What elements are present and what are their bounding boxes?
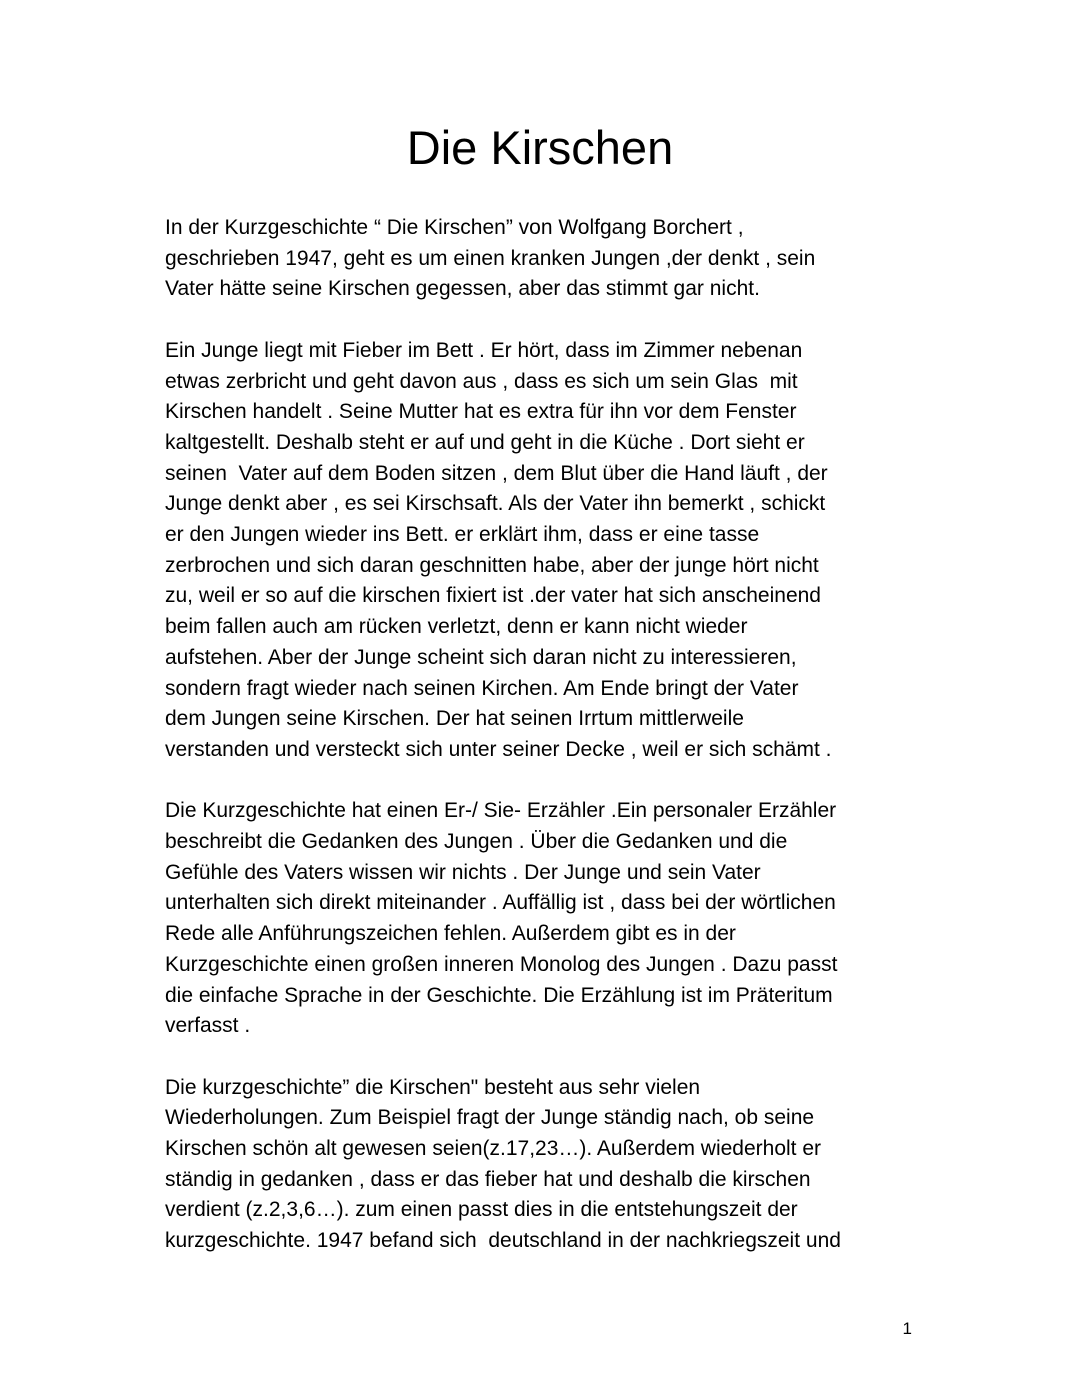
text-line: Kurzgeschichte einen großen inneren Monolog des Jungen . Dazu passt xyxy=(165,952,838,976)
text-line: Die kurzgeschichte” die Kirschen" besteht aus sehr vielen xyxy=(165,1075,701,1099)
text-line: etwas zerbricht und geht davon aus , dass es sich um sein Glas mit xyxy=(165,369,798,393)
text-line: verdient (z.2,3,6…). zum einen passt dies in die entstehungszeit der xyxy=(165,1198,798,1222)
paragraph-narrator xyxy=(165,796,955,1042)
text-line: verfasst . xyxy=(165,1014,251,1038)
text-line: Die Kurzgeschichte hat einen Er-/ Sie- Erzähler .Ein personaler Erzähler xyxy=(165,799,837,823)
text-line: unterhalten sich direkt miteinander . Auffällig ist , dass bei der wörtlichen xyxy=(165,891,836,915)
text-line: seinen Vater auf dem Boden sitzen , dem Blut über die Hand läuft , der xyxy=(165,461,828,485)
text-line: Kirschen handelt . Seine Mutter hat es extra für ihn vor dem Fenster xyxy=(165,400,797,424)
page-number: 1 xyxy=(902,1319,912,1338)
text-line: zu, weil er so auf die kirschen fixiert ist .der vater hat sich anscheinend xyxy=(165,584,821,608)
paragraph-summary xyxy=(165,336,955,766)
text-line: Rede alle Anführungszeichen fehlen. Außerdem gibt es in der xyxy=(165,922,736,946)
text-line: ständig in gedanken , dass er das fieber hat und deshalb die kirschen xyxy=(165,1167,811,1191)
document-body xyxy=(165,213,955,1288)
text-line: die einfache Sprache in der Geschichte. Die Erzählung ist im Präteritum xyxy=(165,983,833,1007)
text-line: aufstehen. Aber der Junge scheint sich daran nicht zu interessieren, xyxy=(165,645,797,669)
text-line: kaltgestellt. Deshalb steht er auf und geht in die Küche . Dort sieht er xyxy=(165,430,805,454)
paragraph-repetitions xyxy=(165,1073,955,1257)
document-title: Die Kirschen xyxy=(406,121,674,174)
text-line: beim fallen auch am rücken verletzt, denn er kann nicht wieder xyxy=(165,615,748,639)
paragraph-intro xyxy=(165,213,955,305)
text-line: Vater hätte seine Kirschen gegessen, aber das stimmt gar nicht. xyxy=(165,277,760,301)
text-line: zerbrochen und sich daran geschnitten habe, aber der junge hört nicht xyxy=(165,553,819,577)
text-line: In der Kurzgeschichte “ Die Kirschen” von Wolfgang Borchert , xyxy=(165,216,744,239)
text-line: kurzgeschichte. 1947 befand sich deutschland in der nachkriegszeit und xyxy=(165,1229,841,1253)
text-line: verstanden und versteckt sich unter seiner Decke , weil er sich schämt . xyxy=(165,737,832,761)
text-line: Junge denkt aber , es sei Kirschsaft. Als der Vater ihn bemerkt , schickt xyxy=(165,492,826,516)
text-line: Kirschen schön alt gewesen seien(z.17,23…). Außerdem wiederholt er xyxy=(165,1137,822,1161)
text-line: beschreibt die Gedanken des Jungen . Über die Gedanken und die xyxy=(165,830,788,854)
text-line: sondern fragt wieder nach seinen Kirchen. Am Ende bringt der Vater xyxy=(165,676,799,700)
text-line: Wiederholungen. Zum Beispiel fragt der Junge ständig nach, ob seine xyxy=(165,1106,815,1130)
text-line: geschrieben 1947, geht es um einen kranken Jungen ,der denkt , sein xyxy=(165,246,816,270)
text-line: dem Jungen seine Kirschen. Der hat seinen Irrtum mittlerweile xyxy=(165,707,744,731)
text-line: Gefühle des Vaters wissen wir nichts . Der Junge und sein Vater xyxy=(165,860,761,884)
text-line: Ein Junge liegt mit Fieber im Bett . Er hört, dass im Zimmer nebenan xyxy=(165,338,803,362)
text-line: er den Jungen wieder ins Bett. er erklärt ihm, dass er eine tasse xyxy=(165,523,760,547)
